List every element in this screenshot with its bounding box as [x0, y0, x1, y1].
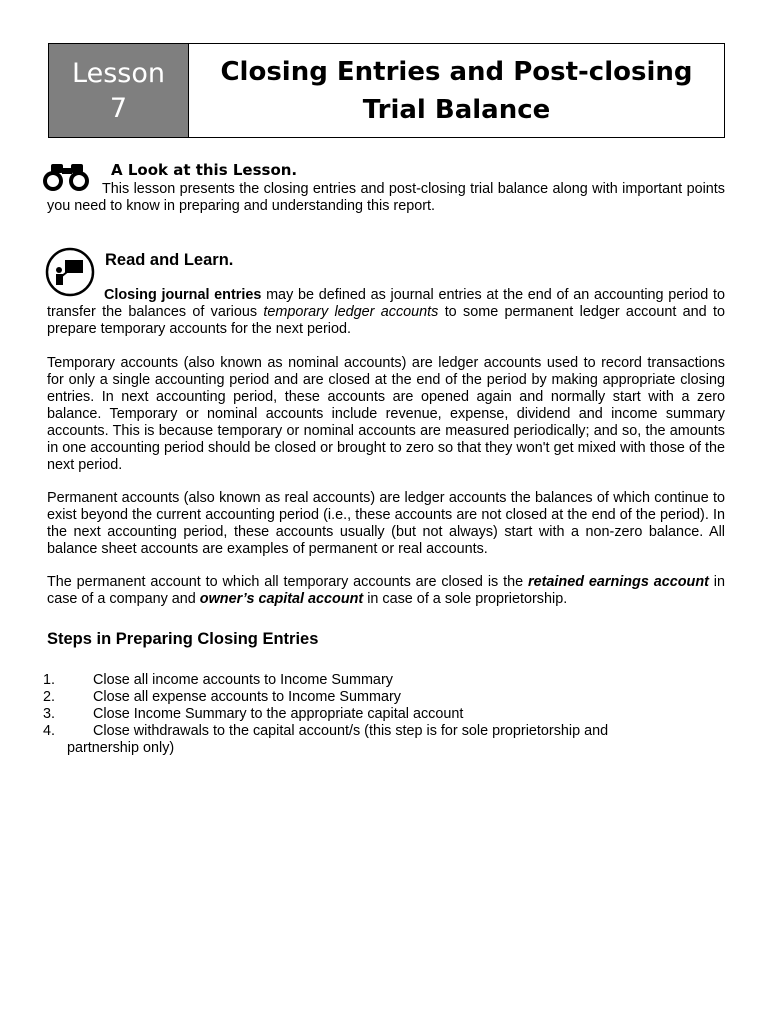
look-text: This lesson presents the closing entries and post-closing trial balance along with important points you need to know in preparing and understanding this report. — [47, 181, 725, 214]
paragraph-temporary-accounts: Temporary accounts (also known as nominal accounts) are ledger accounts used to record transactions for only a single accounting period and are closed at the end of the period by making appropriate closing entries. In next accounting period, these accounts are opened again and normally start with a zero balance. Temporary or nominal accounts include revenue, expense, dividend and income summary accounts. This is because temporary or nominal accounts are measured periodically; and so, the amounts in one accounting period should be closed or brought to zero so that they won't get mixed with those of the next period. — [47, 355, 725, 473]
lesson-number: 7 — [109, 92, 128, 124]
list-item — [43, 672, 727, 689]
steps-list — [43, 672, 727, 757]
lesson-badge — [49, 44, 189, 137]
lesson-header — [48, 43, 725, 138]
list-item — [43, 723, 727, 740]
list-item — [43, 706, 727, 723]
steps-heading: Steps in Preparing Closing Entries — [47, 630, 319, 648]
paragraph-permanent-accounts: Permanent accounts (also known as real accounts) are ledger accounts the balances of which continue to exist beyond the current accounting period (i.e., these accounts are not closed at the end of the period). In the next accounting period, these accounts usually (but not always) start with a non-zero balance. All balance sheet accounts are examples of permanent or real accounts. — [47, 490, 725, 557]
step-text: Close Income Summary to the appropriate capital account — [93, 706, 464, 722]
paragraph-retained-earnings: The permanent account to which all temporary accounts are closed is the retained earnings account in case of a company and owner’s capital account in case of a sole proprietorship. — [47, 574, 725, 607]
step-text: Close all income accounts to Income Summary — [93, 672, 393, 688]
paragraph-closing-entries: Closing journal entries may be defined as journal entries at the end of an accounting period to transfer the balances of various temporary ledger accounts to some permanent ledger account and to prepare temporary accounts for the next period. — [47, 287, 725, 337]
look-heading: A Look at this Lesson. — [111, 161, 298, 179]
step-number: 4. — [43, 723, 56, 739]
step-text: Close all expense accounts to Income Summary — [93, 689, 401, 705]
step-text: Close withdrawals to the capital account/s (this step is for sole proprietorship and — [93, 723, 609, 739]
read-heading: Read and Learn. — [105, 251, 234, 269]
step-continuation: partnership only) — [67, 740, 175, 756]
step-number: 3. — [43, 706, 56, 722]
lesson-word: Lesson — [72, 57, 165, 89]
list-item — [43, 689, 727, 706]
step-number: 1. — [43, 672, 56, 688]
page-title: Closing Entries and Post-closing Trial Balance — [220, 56, 693, 125]
step-number: 2. — [43, 689, 56, 705]
